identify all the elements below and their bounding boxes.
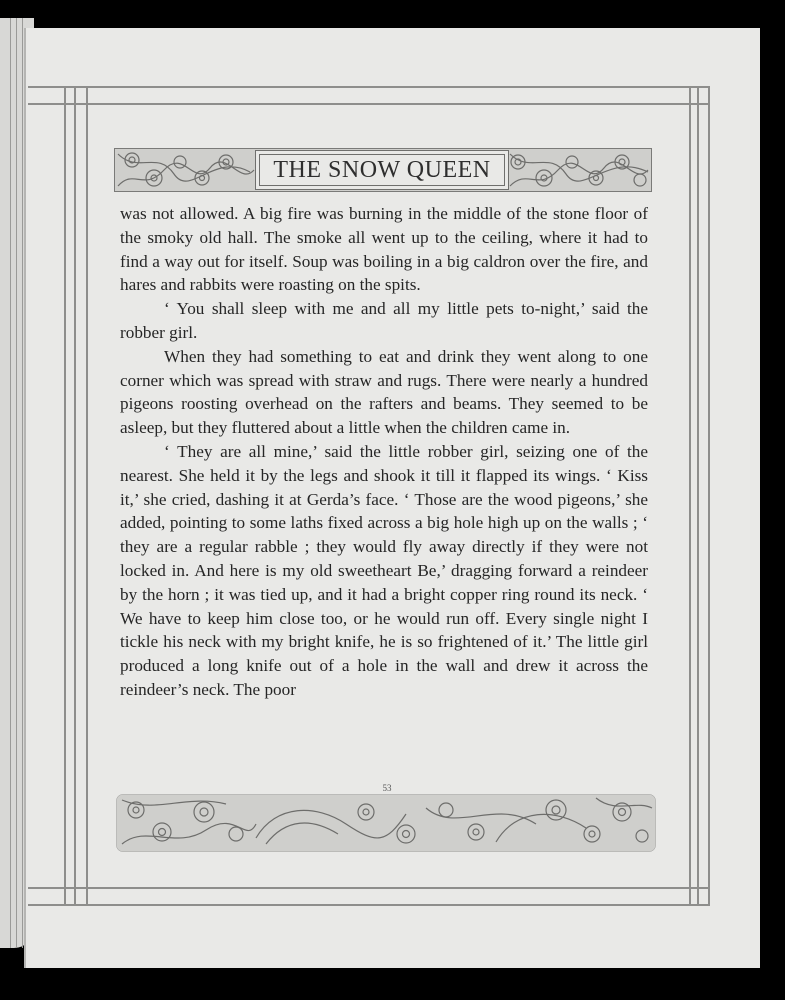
body-text bbox=[120, 202, 648, 702]
page-title: THE SNOW QUEEN bbox=[273, 156, 491, 183]
title-plate bbox=[255, 150, 509, 190]
paragraph: ‘ You shall sleep with me and all my little pets to-night,’ said the robber girl. bbox=[120, 299, 648, 342]
page-number: 53 bbox=[382, 783, 392, 793]
paragraph: When they had something to eat and drink they went along to one corner which was spread with straw and rugs. There were nearly a hundred pigeons roosting overhead on the rafters and beams. They seemed to be asleep, but they fluttered about a little when the children came in. bbox=[120, 346, 648, 438]
footer-ornament bbox=[116, 794, 656, 852]
paragraph: was not allowed. A big fire was burning in the middle of the stone floor of the smoky old hall. The smoke all went up to the ceiling, where it had to find a way out for itself. Soup was boiling in a big caldron over the fire, and hares and rabbits were roasting on the spits. bbox=[120, 204, 648, 295]
paragraph: ‘ They are all mine,’ said the little robber girl, seizing one of the nearest. She held it by the legs and shook it till it flapped its wings. ‘ Kiss it,’ she cried, dashing it at Gerda’s face. ‘ Those are the wood pigeons,’ she added, pointing to some laths fixed across a big hole high up on the walls ; ‘ they are a regular rabble ; they would fly away directly if they were not locked in. And here is my old sweetheart Be,’ dragging forward a reindeer by the horn ; it was tied up, and it had a bright copper ring round its neck. ‘ We have to keep him close too, or he would run off. Every single night I tickle his neck with my bright knife, he is so frightened of it.’ The little girl produced a long knife out of a hole in the wall and drew it across the reindeer’s neck. The poor bbox=[120, 441, 648, 699]
